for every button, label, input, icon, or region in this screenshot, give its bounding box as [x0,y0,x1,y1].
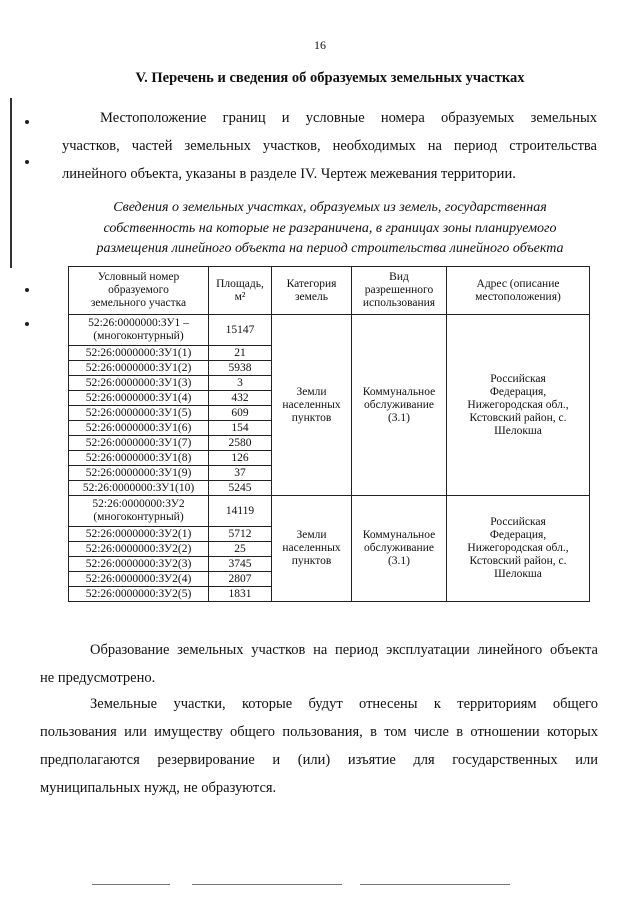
footer-line [192,884,342,885]
closing-line-2: не предусмотрено. [40,670,156,686]
margin-rule [10,98,12,268]
area-cell: 5938 [209,361,272,376]
margin-bullet [25,160,29,164]
margin-bullet [25,322,29,326]
table-row [69,496,590,527]
footer-line [360,884,510,885]
plot-id-cell: 52:26:0000000:ЗУ1(5) [69,406,209,421]
area-cell: 3745 [209,557,272,572]
usage-cell: Коммунальное обслуживание (3.1) [352,315,447,496]
address-cell: Российская Федерация, Нижегородская обл., Кстовский район, с. Шелокша [447,496,590,602]
plot-id-cell: 52:26:0000000:ЗУ1(1) [69,346,209,361]
category-cell: Земли населенных пунктов [272,315,352,496]
intro-line-1: Местоположение границ и условные номера образуемых земельных [100,110,597,126]
address-cell: Российская Федерация, Нижегородская обл., Кстовский район, с. Шелокша [447,315,590,496]
plot-id-cell: 52:26:0000000:ЗУ1(4) [69,391,209,406]
plot-id-cell: 52:26:0000000:ЗУ1(2) [69,361,209,376]
plot-id-cell: 52:26:0000000:ЗУ2(2) [69,542,209,557]
plot-id-cell: 52:26:0000000:ЗУ2(4) [69,572,209,587]
plot-id-cell: 52:26:0000000:ЗУ1(8) [69,451,209,466]
page-number: 16 [314,38,326,52]
header-category: Категория земель [272,267,352,315]
area-cell: 21 [209,346,272,361]
closing-line-1: Образование земельных участков на период эксплуатации линейного объекта [90,642,598,658]
usage-cell: Коммунальное обслуживание (3.1) [352,496,447,602]
area-cell: 2807 [209,572,272,587]
plot-id-cell: 52:26:0000000:ЗУ1(7) [69,436,209,451]
caption-line: собственность на которые не разграничена, в границах зоны планируемого [103,220,557,236]
area-cell: 5712 [209,527,272,542]
area-cell: 1831 [209,587,272,602]
area-cell: 609 [209,406,272,421]
land-plots-table [68,266,590,602]
plot-id-cell: 52:26:0000000:ЗУ1(9) [69,466,209,481]
closing-line-4: пользования или имуществу общего пользования, в том числе в отношении которых [40,724,598,740]
plot-id-cell: 52:26:0000000:ЗУ1(10) [69,481,209,496]
margin-bullet [25,288,29,292]
caption-line: размещения линейного объекта на период строительства линейного объекта [96,241,564,256]
plot-id-cell: 52:26:0000000:ЗУ2(1) [69,527,209,542]
plot-id-cell: 52:26:0000000:ЗУ1(3) [69,376,209,391]
header-usage: Вид разрешенного использования [352,267,447,315]
plot-id-cell: 52:26:0000000:ЗУ2(5) [69,587,209,602]
plot-id-cell: 52:26:0000000:ЗУ1 – (многоконтурный) [69,315,209,346]
area-cell: 15147 [209,315,272,346]
header-address: Адрес (описание местоположения) [447,267,590,315]
area-cell: 3 [209,376,272,391]
area-cell: 126 [209,451,272,466]
area-cell: 2580 [209,436,272,451]
caption-line: Сведения о земельных участках, образуемых из земель, государственная [113,200,547,215]
closing-line-6: муниципальных нужд, не образуются. [40,780,277,796]
area-cell: 154 [209,421,272,436]
section-title: V. Перечень и сведения об образуемых земельных участках [135,70,525,86]
plot-id-cell: 52:26:0000000:ЗУ2 (многоконтурный) [69,496,209,527]
area-cell: 5245 [209,481,272,496]
table-row [69,315,590,346]
area-cell: 25 [209,542,272,557]
closing-line-5: предполагаются резервирование и (или) изъятие для государственных или [40,752,598,768]
table-header-row [69,267,590,315]
intro-line-2: участков, частей земельных участков, необходимых на период строительства [62,138,597,154]
header-plot-id: Условный номер образуемого земельного участка [69,267,209,315]
footer-line [92,884,170,885]
plot-id-cell: 52:26:0000000:ЗУ1(6) [69,421,209,436]
margin-bullet [25,120,29,124]
category-cell: Земли населенных пунктов [272,496,352,602]
table-caption [60,198,600,260]
header-area: Площадь, м² [209,267,272,315]
closing-line-3: Земельные участки, которые будут отнесены к территориям общего [90,696,598,712]
area-cell: 37 [209,466,272,481]
area-cell: 432 [209,391,272,406]
plot-id-cell: 52:26:0000000:ЗУ2(3) [69,557,209,572]
intro-line-3: линейного объекта, указаны в разделе IV. Чертеж межевания территории. [62,166,516,182]
area-cell: 14119 [209,496,272,527]
